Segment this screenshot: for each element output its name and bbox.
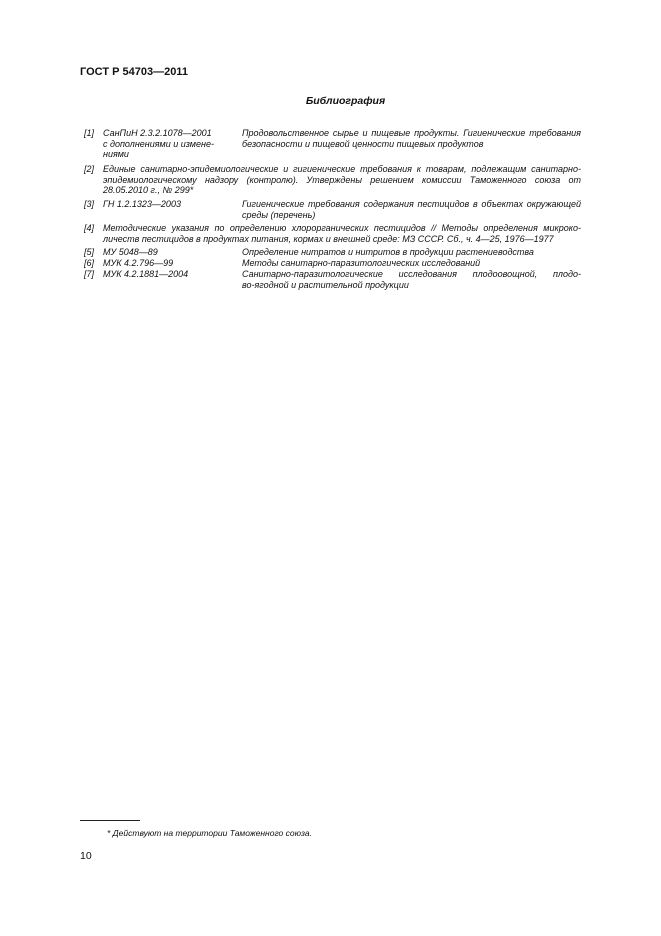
entry-line: СанПиН 2.3.2.1078—2001 — [103, 128, 212, 138]
entry-number: [4] — [84, 223, 95, 233]
entry-line: личеств пестицидов в продуктах питания, кормах и внешней среде: МЗ СССР. Сб., ч. 4—25, 1976—1977 — [103, 233, 554, 244]
entry-col2 — [242, 269, 581, 290]
entry-line: 28.05.2010 г., № 299* — [103, 185, 194, 196]
entry-col2 — [242, 258, 581, 269]
entry-col2 — [242, 128, 581, 149]
entry-col2 — [242, 199, 581, 220]
entry-number: [7] — [84, 269, 95, 279]
entry-number: [6] — [84, 258, 95, 268]
entry-line: МУК 4.2.1881—2004 — [103, 269, 189, 279]
entry-line: Продовольственное сырье и пищевые продукты. Гигиенические требования — [242, 128, 581, 138]
entry-col1 — [103, 247, 243, 258]
entry-line: ГН 1.2.1323—2003 — [103, 199, 181, 209]
entry-line: Гигиенические требования содержания пестицидов в объектах окружающей — [242, 199, 581, 209]
entry-line: МУ 5048—89 — [103, 247, 158, 257]
entry-number: [1] — [84, 128, 95, 138]
entry-col1 — [103, 199, 243, 210]
entry-line: Методы санитарно-паразитологических исследований — [242, 258, 481, 268]
entry-number: [3] — [84, 199, 95, 209]
section-title: Библиография — [305, 95, 386, 107]
entry-line: Санитарно-паразитологические исследования плодоовощной, плодо- — [242, 269, 581, 279]
entry-line: среды (перечень) — [242, 209, 316, 220]
entry-number: [5] — [84, 247, 95, 257]
entry-full — [103, 164, 581, 196]
footnote: * Действуют на территории Таможенного союза. — [107, 828, 312, 838]
footnote-divider — [80, 820, 140, 821]
entry-line: МУК 4.2.796—99 — [103, 258, 174, 268]
entry-full — [103, 223, 581, 244]
entry-line: ниями — [103, 149, 129, 160]
entry-line: Единые санитарно-эпидемиологические и гигиенические требования к товарам, подлежащим санитарно- — [103, 164, 581, 174]
entry-line: Определение нитратов и нитритов в продукции растениеводства — [242, 247, 534, 257]
entry-line: с дополнениями и измене- — [103, 138, 214, 149]
entry-col1 — [103, 269, 243, 280]
entry-line: Методические указания по определению хлорорганических пестицидов // Методы определения микроко- — [103, 223, 581, 233]
entry-line: во-ягодной и растительной продукции — [242, 279, 409, 290]
document-header: ГОСТ Р 54703—2011 — [80, 66, 188, 78]
entry-line: безопасности и пищевой ценности пищевых продуктов — [242, 138, 484, 149]
page-number: 10 — [80, 850, 92, 862]
entry-number: [2] — [84, 164, 95, 174]
entry-line: эпидемиологическому надзору (контролю). Утверждены решением комиссии Таможенного союза от — [103, 174, 581, 185]
entry-col2 — [242, 247, 581, 258]
entry-col1 — [103, 128, 243, 160]
entry-col1 — [103, 258, 243, 269]
